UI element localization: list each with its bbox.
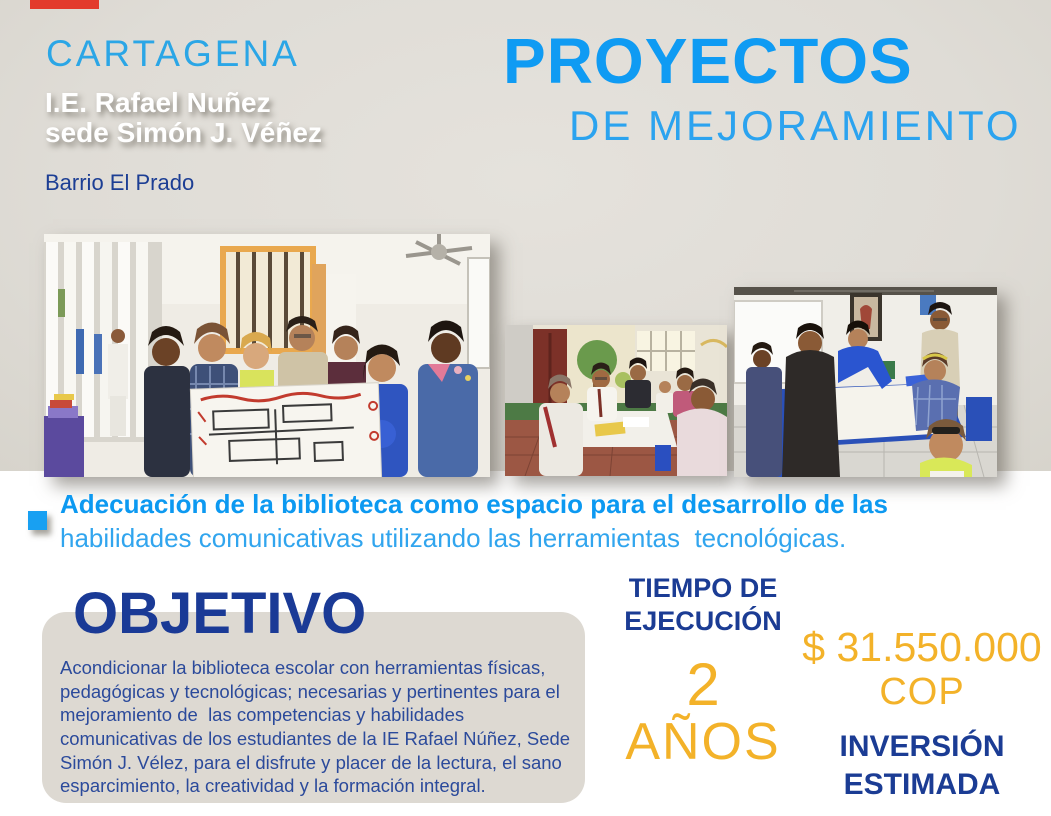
photo-desk-workshop — [734, 287, 997, 477]
top-red-accent-bar — [30, 0, 99, 9]
table-meeting-illustration — [505, 325, 727, 476]
school-name-line1: I.E. Rafael Nuñez — [45, 87, 271, 118]
project-headline-bold: Adecuación de la biblioteca como espacio para el desarrollo de las — [60, 489, 888, 519]
city-title: CARTAGENA — [46, 33, 300, 74]
poster-title-main: PROYECTOS — [503, 25, 913, 97]
objective-body-text: Acondicionar la biblioteca escolar con herramientas físicas, pedagógicas y tecnológicas; necesarias y pertinentes para el mejoramiento de las competencias y habilidades comunicativas de los estudiantes de la IE Rafael Núñez, Sede Simón J. Vélez, para el disfrute y placer de la lectura, el sano esparcimiento, la creatividad y la formación integral. — [60, 657, 576, 797]
desk-workshop-illustration — [734, 287, 997, 477]
execution-time-number: 2 — [686, 651, 720, 718]
poster-title-sub: DE MEJORAMIENTO — [569, 102, 1022, 149]
investment-currency: COP — [879, 671, 965, 713]
investment-label — [798, 728, 1046, 804]
investment-label-line2: ESTIMADA — [843, 768, 1001, 801]
school-name — [45, 88, 322, 148]
execution-time-label-line1: TIEMPO DE — [628, 573, 778, 603]
execution-time-unit: AÑOS — [625, 713, 781, 771]
photo-table-meeting — [505, 325, 727, 476]
headline-bullet-square — [28, 511, 47, 530]
execution-time-label-line2: EJECUCIÓN — [624, 606, 782, 636]
investment-label-line1: INVERSIÓN — [839, 730, 1005, 763]
execution-time-label — [598, 572, 808, 638]
project-headline-light: habilidades comunicativas utilizando las herramientas tecnológicas. — [60, 523, 847, 553]
objective-heading: OBJETIVO — [73, 581, 367, 646]
neighborhood-label: Barrio El Prado — [45, 170, 195, 195]
investment-amount: $ 31.550.000 — [802, 624, 1042, 670]
school-name-line2: sede Simón J. Véñez — [45, 117, 322, 148]
photo-classroom-group-poster — [44, 234, 490, 477]
classroom-group-illustration — [44, 234, 490, 477]
